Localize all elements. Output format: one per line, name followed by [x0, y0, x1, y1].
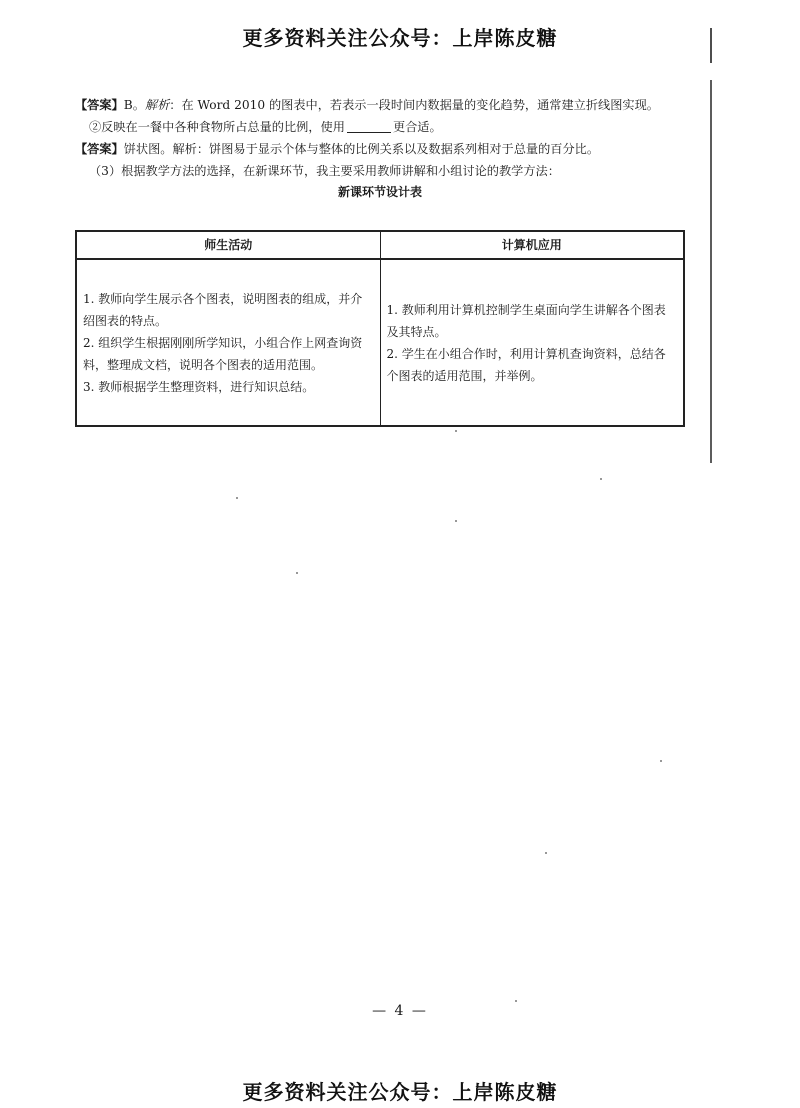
fill-blank: [347, 118, 391, 133]
answer-tag: 【答案】: [75, 142, 124, 156]
list-item: 1. 教师向学生展示各个图表，说明图表的组成，并介绍图表的特点。: [83, 291, 363, 328]
table-header-row: [76, 231, 684, 259]
scan-speck: [455, 430, 457, 432]
teacher-activities-cell: [76, 259, 380, 426]
page-number: — 4 —: [372, 1003, 428, 1019]
scan-speck: [660, 760, 662, 762]
column-header-computer: 计算机应用: [380, 231, 684, 259]
analysis-label: 解析: [144, 98, 170, 112]
lesson-design-table: [75, 230, 685, 427]
computer-application-cell: [380, 259, 684, 426]
question-text-before: ②反映在一餐中各种食物所占总量的比例，使用: [89, 120, 345, 134]
list-item: 2. 学生在小组合作时，利用计算机查询资料，总结各个图表的适用范围，并举例。: [386, 346, 666, 383]
header-banner: 更多资料关注公众号：上岸陈皮糖: [242, 26, 558, 50]
table-title: 新课环节设计表: [337, 185, 422, 199]
scan-speck: [515, 1000, 517, 1002]
scan-edge-line: [710, 28, 712, 463]
question-text-after: 更合适。: [392, 120, 442, 134]
list-item: 2. 组织学生根据刚刚所学知识，小组合作上网查询资料，整理成文档，说明各个图表的适用范围。: [83, 335, 363, 372]
question-paragraph-2: [75, 116, 685, 138]
list-item: 3. 教师根据学生整理资料，进行知识总结。: [83, 379, 315, 394]
answer-paragraph-1: [75, 94, 685, 116]
answer-text: 饼状图。解析：饼图易于显示个体与整体的比例关系以及数据系列相对于总量的百分比。: [123, 142, 600, 156]
scan-speck: [545, 852, 547, 854]
answer-tag: 【答案】: [75, 98, 124, 112]
scan-speck: [600, 478, 602, 480]
scan-speck: [455, 520, 457, 522]
list-item: 1. 教师利用计算机控制学生桌面向学生讲解各个图表及其特点。: [386, 302, 666, 339]
analysis-text: ：在 Word 2010 的图表中，若表示一段时间内数据量的变化趋势，通常建立折线图实现。: [169, 98, 659, 112]
scan-speck: [236, 497, 238, 499]
answer-section: [75, 94, 685, 202]
answer-paragraph-3: [75, 138, 685, 160]
table-row: [76, 259, 684, 426]
footer-banner: 更多资料关注公众号：上岸陈皮糖: [242, 1080, 558, 1104]
scan-speck: [296, 572, 298, 574]
answer-choice: B。: [123, 98, 145, 112]
method-paragraph: （3）根据教学方法的选择，在新课环节，我主要采用教师讲解和小组讨论的教学方法：: [89, 164, 560, 178]
column-header-teacher-student: 师生活动: [76, 231, 380, 259]
